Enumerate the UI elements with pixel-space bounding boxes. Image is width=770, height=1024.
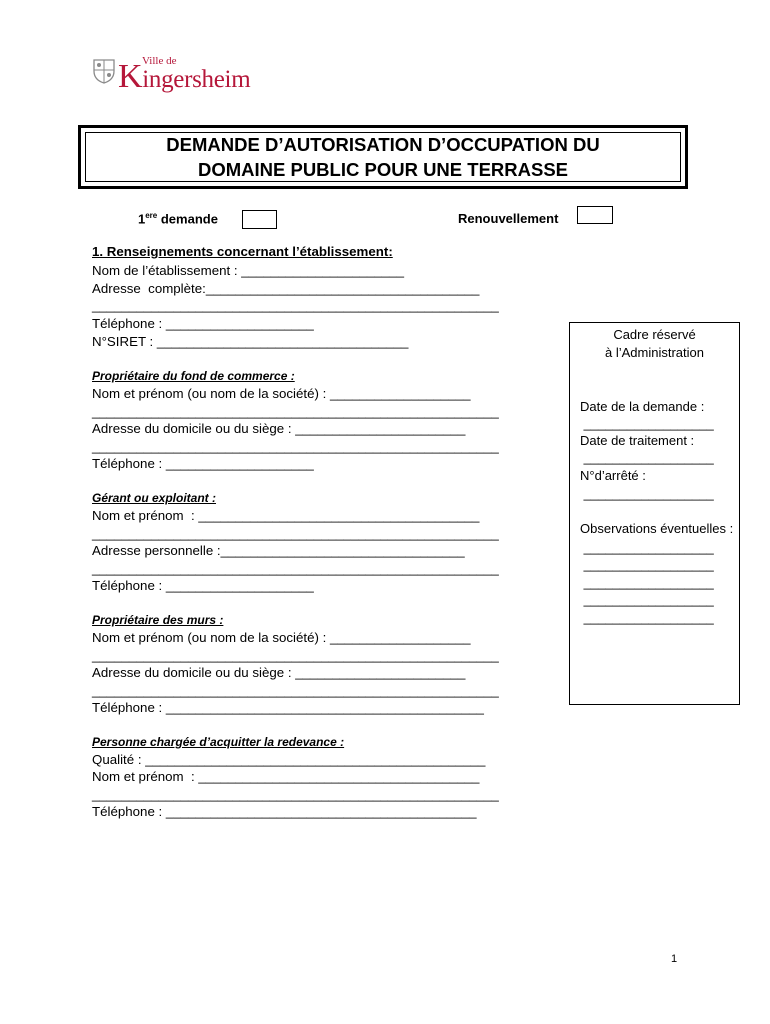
- renewal-label: Renouvellement: [458, 211, 559, 226]
- page-title: [85, 132, 681, 182]
- admin-date-request-label: Date de la demande :: [580, 399, 705, 414]
- admin-reserved-box: [569, 322, 740, 705]
- payer-heading: Personne chargée d’acquitter la redevance :: [92, 735, 345, 749]
- payer-phone-field[interactable]: Téléphone : __________________________________________: [92, 804, 477, 819]
- business-owner-address-field[interactable]: Adresse du domicile ou du siège : _______________________: [92, 421, 466, 436]
- manager-name-line-2[interactable]: _______________________________________________________: [92, 526, 499, 541]
- admin-order-number-label: N°d’arrêté :: [580, 468, 646, 483]
- admin-date-request-field[interactable]: __________________: [580, 416, 714, 431]
- logo-ville-text: Ville de: [142, 55, 177, 67]
- admin-observation-line[interactable]: __________________: [580, 575, 714, 590]
- establishment-name-field[interactable]: Nom de l’établissement : ______________________: [92, 263, 404, 278]
- manager-address-line-2[interactable]: _______________________________________________________: [92, 561, 499, 576]
- payer-quality-field[interactable]: Qualité : ______________________________________________: [92, 752, 486, 767]
- first-request-label: [138, 211, 218, 226]
- admin-order-number-field[interactable]: __________________: [580, 486, 714, 501]
- admin-observation-line[interactable]: __________________: [580, 592, 714, 607]
- admin-title-line-1: Cadre réservé: [613, 327, 696, 342]
- coat-of-arms-icon: [93, 58, 115, 84]
- first-request-num: 1: [138, 211, 146, 227]
- manager-phone-field[interactable]: Téléphone : ____________________: [92, 578, 314, 593]
- logo-initial: K: [118, 58, 143, 95]
- walls-owner-heading: Propriétaire des murs :: [92, 613, 224, 627]
- admin-date-processing-label: Date de traitement :: [580, 433, 695, 448]
- payer-name-field[interactable]: Nom et prénom : ______________________________________: [92, 769, 480, 784]
- business-owner-phone-field[interactable]: Téléphone : ____________________: [92, 456, 314, 471]
- logo-rest: ingersheim: [142, 66, 251, 93]
- business-owner-heading: Propriétaire du fond de commerce :: [92, 369, 295, 383]
- page-number: 1: [671, 953, 678, 965]
- manager-heading: Gérant ou exploitant :: [92, 491, 217, 505]
- first-request-sup: ere: [145, 211, 158, 220]
- manager-address-field[interactable]: Adresse personnelle :_________________________________: [92, 543, 465, 558]
- walls-owner-address-field[interactable]: Adresse du domicile ou du siège : _______________________: [92, 665, 466, 680]
- title-frame: [78, 125, 688, 189]
- business-owner-name-field[interactable]: Nom et prénom (ou nom de la société) : ___________________: [92, 386, 471, 401]
- logo-wordmark: [118, 58, 250, 96]
- renewal-checkbox[interactable]: [577, 206, 613, 224]
- first-request-checkbox[interactable]: [242, 210, 277, 229]
- business-owner-name-line-2[interactable]: _______________________________________________________: [92, 404, 499, 419]
- establishment-address-field[interactable]: Adresse complète:_____________________________________: [92, 281, 480, 296]
- admin-observation-line[interactable]: __________________: [580, 610, 714, 625]
- walls-owner-phone-field[interactable]: Téléphone : ___________________________________________: [92, 700, 484, 715]
- title-line-2: DOMAINE PUBLIC POUR UNE TERRASSE: [197, 159, 569, 180]
- walls-owner-name-field[interactable]: Nom et prénom (ou nom de la société) : ___________________: [92, 630, 471, 645]
- title-line-1: DEMANDE D’AUTORISATION D’OCCUPATION DU: [166, 134, 600, 155]
- siret-field[interactable]: N°SIRET : __________________________________: [92, 334, 409, 349]
- admin-observations-label: Observations éventuelles :: [580, 521, 734, 536]
- establishment-address-line-2[interactable]: _______________________________________________________: [92, 298, 499, 313]
- admin-date-processing-field[interactable]: __________________: [580, 450, 714, 465]
- walls-owner-name-line-2[interactable]: _______________________________________________________: [92, 648, 499, 663]
- admin-observation-line[interactable]: __________________: [580, 557, 714, 572]
- first-request-text: demande: [157, 211, 218, 227]
- admin-observation-line[interactable]: __________________: [580, 540, 714, 555]
- business-owner-address-line-2[interactable]: _______________________________________________________: [92, 439, 499, 454]
- admin-title-line-2: à l’Administration: [605, 345, 704, 360]
- establishment-phone-field[interactable]: Téléphone : ____________________: [92, 316, 314, 331]
- payer-name-line-2[interactable]: _______________________________________________________: [92, 787, 499, 802]
- manager-name-field[interactable]: Nom et prénom : ______________________________________: [92, 508, 480, 523]
- section-establishment-heading: 1. Renseignements concernant l’établissement:: [92, 244, 393, 259]
- walls-owner-address-line-2[interactable]: _______________________________________________________: [92, 683, 499, 698]
